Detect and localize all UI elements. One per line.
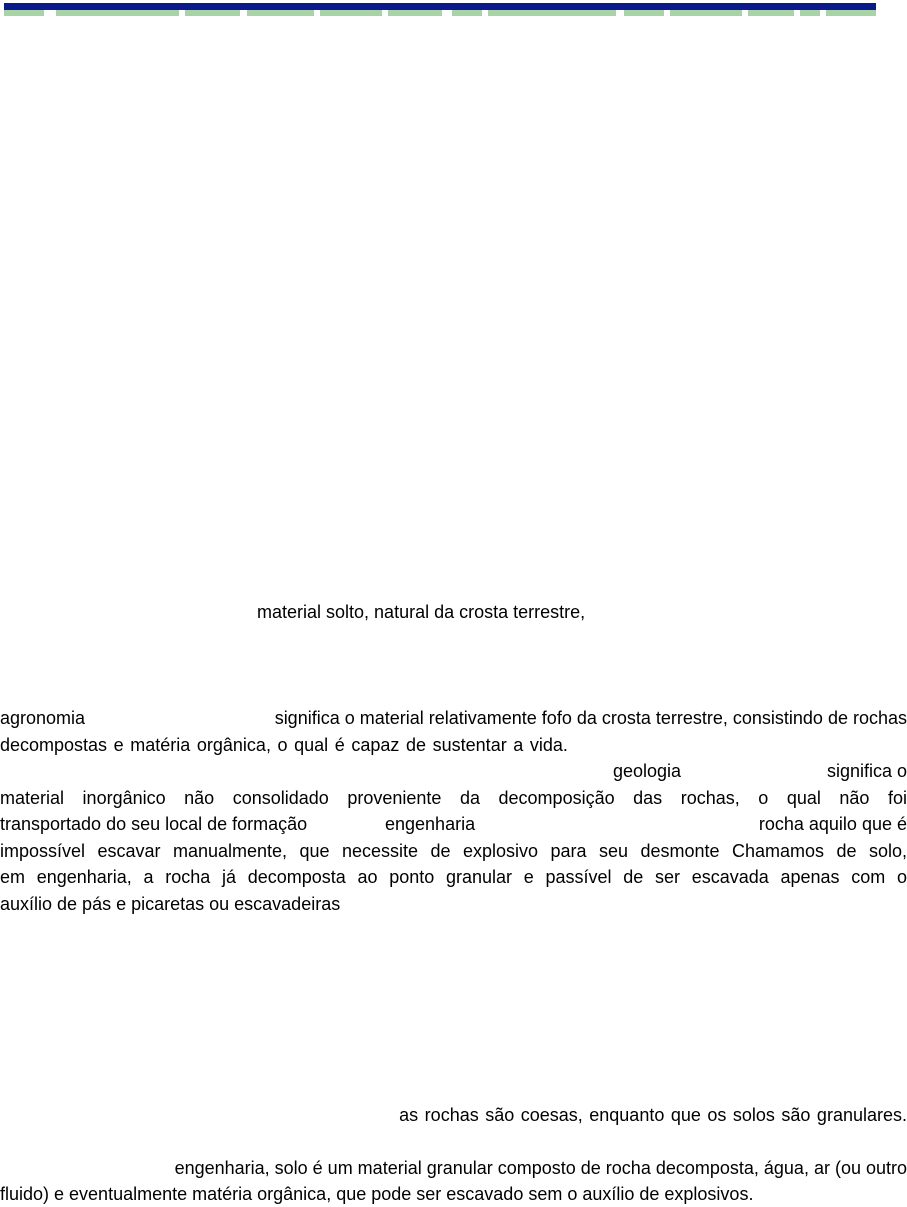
agronomia-definition-line2: decompostas e matéria orgânica, o qual é capaz de sustentar a vida. <box>0 735 568 755</box>
engenharia-label: engenharia <box>385 814 476 834</box>
geologia-definition-line3: transportado do seu local de formação <box>0 814 308 834</box>
header-gap <box>382 10 388 16</box>
header-gap <box>742 10 748 16</box>
rocks-vs-soils-statement: as rochas são coesas, enquanto que os solos são granulares. <box>399 1105 907 1125</box>
geologia-definition-line2: material inorgânico não consolidado proveniente da decomposição das rochas, o qual não foi <box>0 788 907 808</box>
header-navy-stripe <box>4 3 876 10</box>
soil-definition-fragment: material solto, natural da crosta terrestre, <box>257 602 586 622</box>
agronomia-label: agronomia <box>0 708 86 728</box>
header-gap <box>179 10 185 16</box>
geologia-label: geologia <box>613 761 682 781</box>
engenharia-definition-line2: impossível escavar manualmente, que necessite de explosivo para seu desmonte Chamamos de solo, <box>0 841 907 861</box>
header-gap <box>442 10 452 16</box>
engenharia-definition-line3: em engenharia, a rocha já decomposta ao ponto granular e passível de ser escavada apenas com o <box>0 867 907 887</box>
header-gap <box>820 10 826 16</box>
header-gap <box>794 10 800 16</box>
header-gap <box>44 10 56 16</box>
header-gap <box>616 10 624 16</box>
engenharia-definition: rocha aquilo que é <box>758 814 907 834</box>
conclusion-line1: engenharia, solo é um material granular composto de rocha decomposta, água, ar (ou outro <box>174 1158 907 1178</box>
header-gap <box>482 10 488 16</box>
geologia-definition: significa o <box>826 761 907 781</box>
header-gap <box>314 10 320 16</box>
header-gap <box>664 10 670 16</box>
agronomia-definition: significa o material relativamente fofo da crosta terrestre, consistindo de rochas <box>274 708 907 728</box>
header-gap <box>240 10 247 16</box>
header-band <box>4 3 876 16</box>
conclusion-line2: fluido) e eventualmente matéria orgânica, que pode ser escavado sem o auxílio de explosivos. <box>0 1184 754 1204</box>
engenharia-definition-line4: auxílio de pás e picaretas ou escavadeiras <box>0 894 341 914</box>
